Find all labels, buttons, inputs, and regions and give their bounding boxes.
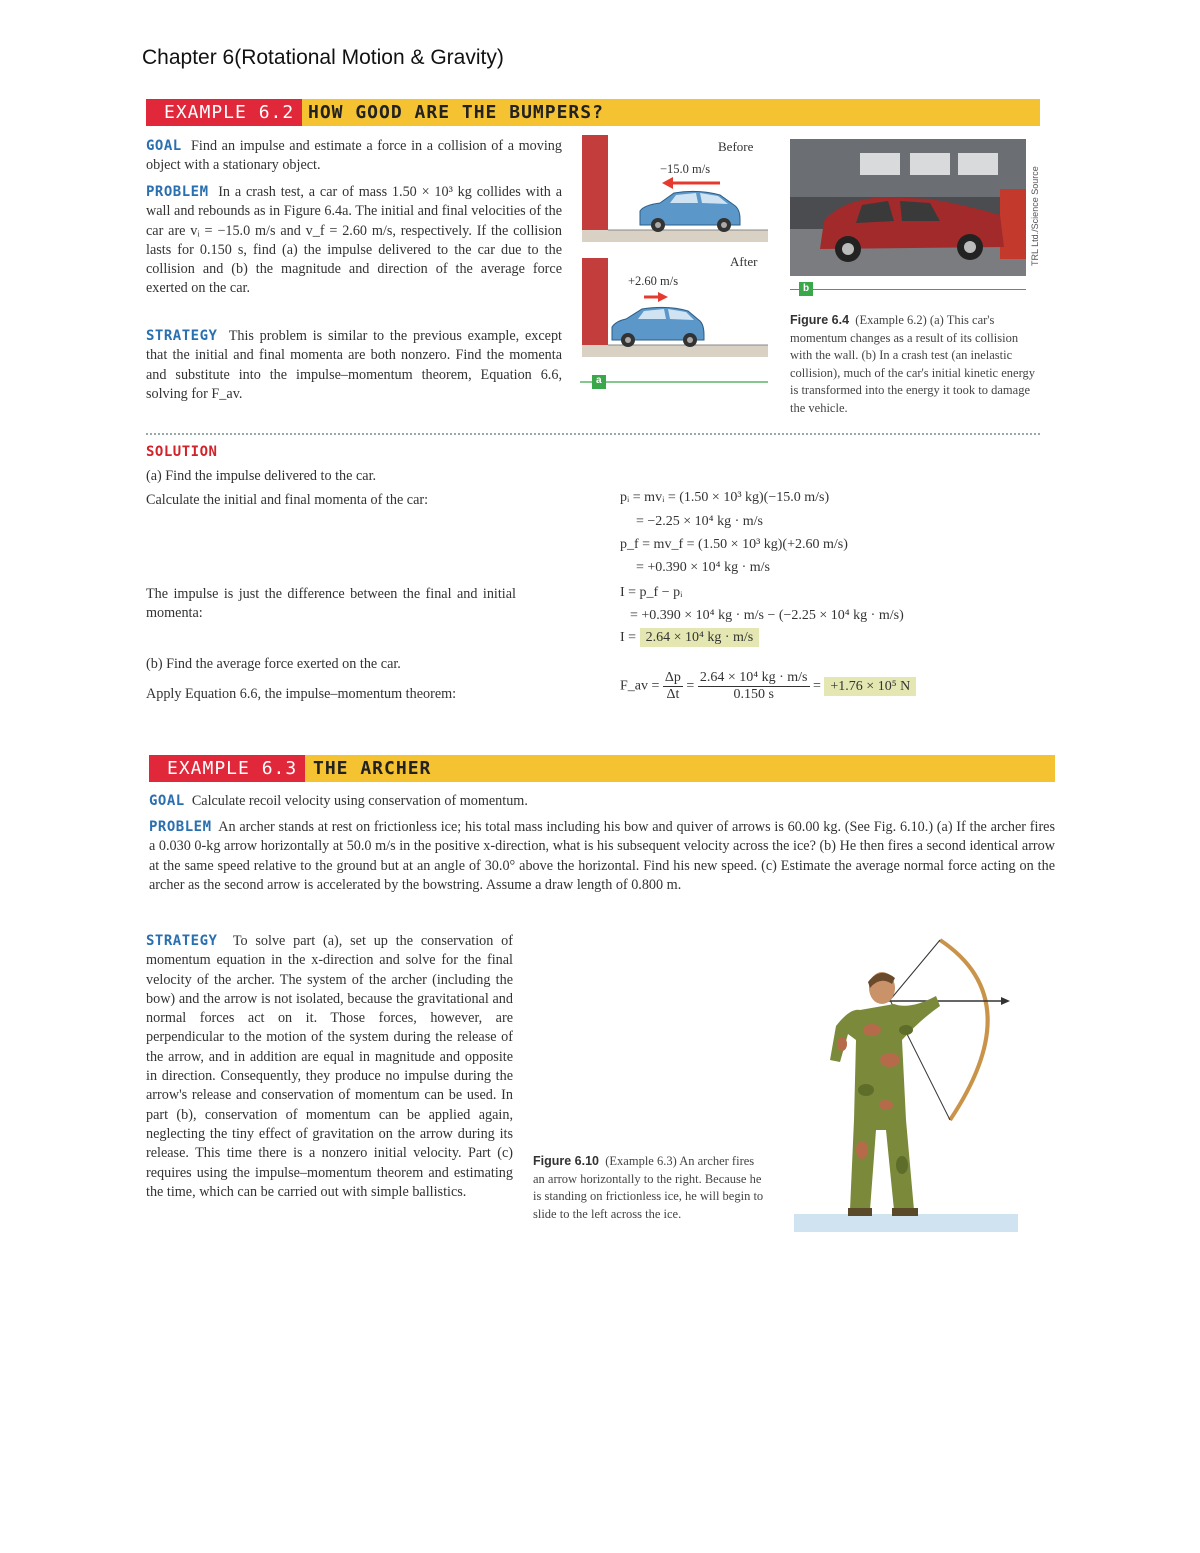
after-label: After: [730, 254, 758, 269]
solution-label: SOLUTION: [146, 444, 218, 460]
wall-after: [582, 258, 608, 356]
part-b-step: Apply Equation 6.6, the impulse–momentum theorem:: [146, 686, 457, 702]
delta-t: Δt: [666, 687, 680, 702]
force-denominator: 0.150 s: [733, 687, 774, 702]
example-title: THE ARCHER: [313, 758, 432, 779]
goal-text: Find an impulse and estimate a force in a collision of a moving object with a stationary object.: [146, 138, 562, 174]
problem-label: PROBLEM: [146, 184, 209, 200]
equation-pf: p_f = mv_f = (1.50 × 10³ kg)(+2.60 m/s): [620, 537, 848, 552]
equation-pf-value: = +0.390 × 10⁴ kg · m/s: [636, 560, 770, 575]
delta-p: Δp: [664, 670, 681, 685]
figure-6-10: [790, 930, 1020, 1232]
figure-6-4-caption: [790, 312, 1040, 417]
equation-pi-value: = −2.25 × 10⁴ kg · m/s: [636, 514, 763, 529]
equation-impulse-sub: = +0.390 × 10⁴ kg · m/s − (−2.25 × 10⁴ kg · m/s): [630, 608, 904, 623]
ground-after: [582, 345, 768, 357]
equation-pi: pᵢ = mvᵢ = (1.50 × 10³ kg)(−15.0 m/s): [620, 490, 830, 505]
strategy-label: STRATEGY: [146, 328, 218, 344]
figure-b-marker: b: [799, 282, 813, 296]
strategy-text: To solve part (a), set up the conservation of momentum equation in the x-direction and solve for the final velocity of the archer. The system of the archer (including the bow) and the arrow is not isolated, because the gravitational and normal forces act on it. Those forces, however, are perpendicular to the motion of the system during the release of the arrow, and in addition are equal in magnitude and opposite in direction. Consequently, they produce no impulse during the arrow's release and conservation of momentum can be used. In part (b), conservation of momentum can be applied again, neglecting the tiny effect of gravitation on the arrow during its release. This time there is a nonzero initial velocity. Part (c) requires using the impulse–momentum theorem and estimating the time, which can be carried out with simple ballistics.: [146, 933, 513, 1200]
example-tag: EXAMPLE 6.3: [149, 755, 305, 782]
part-a-step1: Calculate the initial and final momenta of the car:: [146, 492, 429, 508]
strategy-paragraph: [146, 932, 513, 1202]
wall-before: [582, 135, 608, 237]
figure-b-line: [790, 289, 1026, 290]
example-tag: EXAMPLE 6.2: [146, 99, 302, 126]
problem-text: In a crash test, a car of mass 1.50 × 10³ kg collides with a wall and rebounds as in Figure 6.4a. The initial and final velocities of the car are vᵢ = −15.0 m/s and v_f = 2.60 m/s, respectively. If the collision lasts for 0.150 s, find (a) the impulse delivered to the car due to the collision and (b) the magnitude and direction of the average force exerted on the car.: [146, 184, 563, 297]
strategy-label: STRATEGY: [146, 933, 218, 949]
example-6-3-header: [149, 755, 1055, 782]
caption-text: (Example 6.3) An archer fires an arrow horizontally to the right. Because he is standing on frictionless ice, he will begin to slide to the left across the ice.: [533, 1154, 764, 1221]
goal-paragraph: [146, 137, 562, 176]
chapter-title: Chapter 6(Rotational Motion & Gravity): [142, 46, 504, 69]
equation-impulse-result: [620, 630, 759, 646]
problem-paragraph: [146, 183, 562, 299]
force-numerator: 2.64 × 10⁴ kg · m/s: [699, 670, 808, 685]
strategy-text: This problem is similar to the previous example, except that the initial and final momenta are both nonzero. Find the momenta and substitute into the impulse–momentum theorem, Equation 6.6, solving for F_av.: [146, 328, 562, 402]
figure-6-10-caption: [533, 1153, 769, 1223]
car-before-icon: [640, 191, 740, 232]
caption-label: Figure 6.4: [790, 313, 850, 327]
goal-label: GOAL: [149, 793, 185, 809]
impulse-lhs: I =: [620, 630, 637, 645]
velocity-after-label: +2.60 m/s: [628, 274, 679, 288]
equation-impulse-def: I = p_f − pᵢ: [620, 585, 683, 600]
bow: [940, 940, 988, 1120]
part-b-heading: (b) Find the average force exerted on the car.: [146, 656, 401, 672]
crashed-car-image: [790, 139, 1026, 276]
caption-label: Figure 6.10: [533, 1154, 599, 1168]
goal-label: GOAL: [146, 138, 182, 154]
problem-label: PROBLEM: [149, 819, 212, 835]
problem-paragraph: [149, 818, 1055, 895]
crash-test-photo: [790, 139, 1026, 276]
example-6-2-header: [146, 99, 1040, 126]
ice-surface: [794, 1214, 1018, 1232]
force-fraction-1: [663, 670, 683, 703]
example-title: HOW GOOD ARE THE BUMPERS?: [308, 102, 604, 123]
force-answer: +1.76 × 10⁵ N: [824, 677, 916, 696]
impulse-answer: 2.64 × 10⁴ kg · m/s: [640, 628, 760, 647]
goal-text: Calculate recoil velocity using conservation of momentum.: [191, 793, 528, 809]
velocity-before-label: −15.0 m/s: [660, 162, 711, 176]
equation-force: F_av = $\frac{\Delta p}{\Delta t}$ = $\frac{\text{2.64 × 10⁴ kg · m/s}}{0.150 s}$ = +1.76 × 10⁵ N: [620, 670, 916, 703]
strategy-paragraph: [146, 327, 562, 404]
force-fraction-2: [698, 670, 810, 703]
figure-6-4a: [578, 135, 768, 395]
part-a-step2: The impulse is just the difference between the final and initial momenta:: [146, 586, 516, 622]
problem-text: An archer stands at rest on frictionless ice; his total mass including his bow and quiver of arrows is 60.00 kg. (See Fig. 6.10.) (a) If the archer fires a 0.030 0-kg arrow horizontally at 50.0 m/s in the positive x-direction, what is his subsequent velocity across the ice? (b) He then fires a second identical arrow at the same speed relative to the ground but at an angle of 30.0° above the horizontal. Find his new speed. (c) Estimate the average normal force acting on the archer as the second arrow is accelerated by the bowstring. Assume a draw length of 0.800 m.: [149, 819, 1055, 893]
caption-text: (Example 6.2) (a) This car's momentum changes as a result of its collision with the wall. (b) In a crash test (an inelastic collision), much of the car's initial kinetic energy is transformed into the energy it took to damage the vehicle.: [790, 313, 1036, 415]
section-divider: [146, 433, 1040, 435]
goal-paragraph: [149, 792, 1055, 811]
force-lhs: F_av =: [620, 678, 660, 694]
before-label: Before: [718, 139, 754, 154]
figure-a-letter: a: [596, 375, 602, 386]
photo-credit: TRL Ltd./Science Source: [1030, 166, 1040, 266]
part-a-heading: (a) Find the impulse delivered to the car.: [146, 468, 377, 484]
car-after-icon: [612, 307, 704, 347]
ground-before: [582, 230, 768, 242]
archer-illustration: [790, 930, 1020, 1232]
